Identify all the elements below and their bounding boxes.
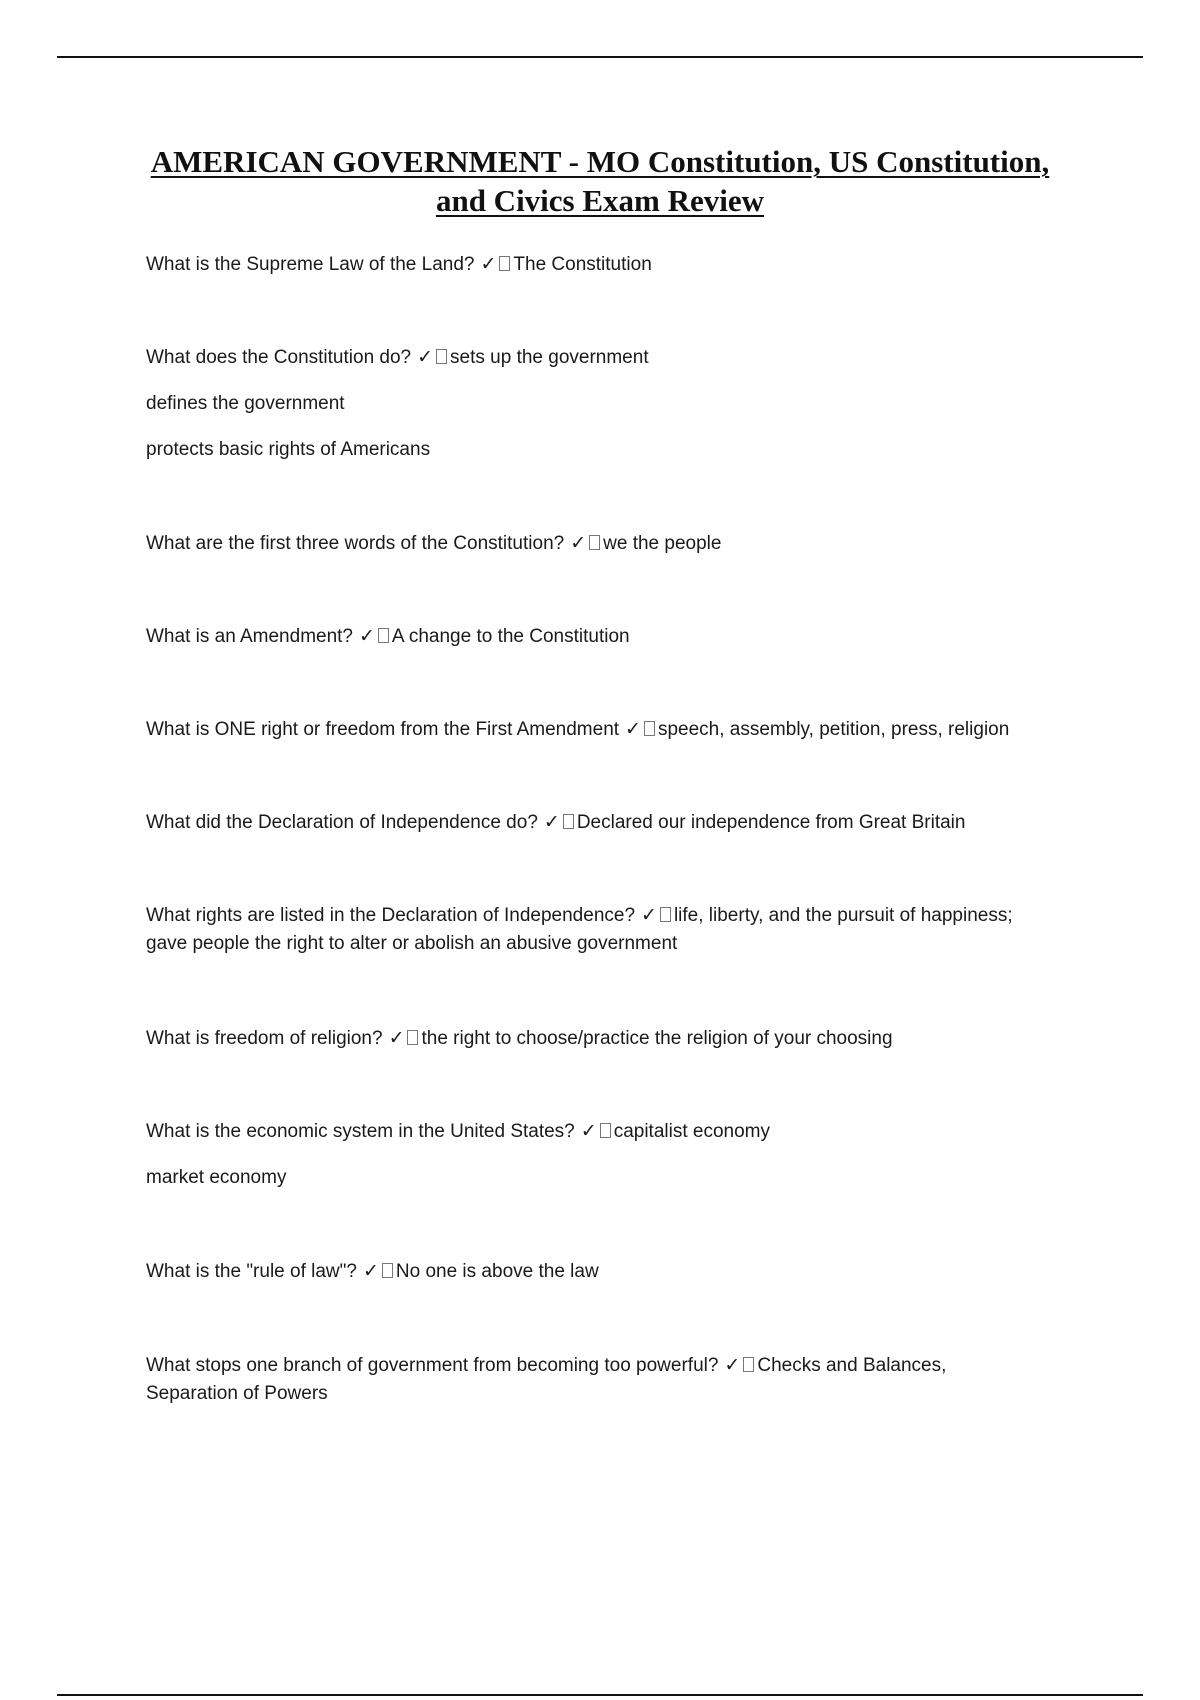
missing-glyph-box-icon <box>499 256 510 271</box>
qa-item <box>146 902 1106 958</box>
check-mark-icon: ✓ <box>641 905 657 926</box>
check-mark-icon: ✓ <box>417 347 434 368</box>
check-mark-icon: ✓ <box>388 1028 405 1049</box>
qa-item <box>146 1025 1106 1053</box>
missing-glyph-box-icon <box>660 907 671 922</box>
title-line-2: and Civics Exam Review <box>435 183 765 218</box>
missing-glyph-box-icon <box>644 721 655 736</box>
question-text: What does the Constitution do? <box>146 347 412 368</box>
answer-continuation: Separation of Powers <box>146 1383 328 1404</box>
missing-glyph-box-icon <box>378 628 389 643</box>
answer-text: No one is above the law <box>395 1261 599 1282</box>
qa-item <box>146 716 1106 744</box>
question-text: What are the first three words of the Constitution? <box>146 533 565 554</box>
qa-item <box>146 344 1106 464</box>
bottom-rule <box>57 1694 1143 1696</box>
missing-glyph-box-icon <box>743 1357 754 1372</box>
answer-extra-line: market economy <box>146 1167 287 1188</box>
check-mark-icon: ✓ <box>362 1261 379 1282</box>
question-text: What is an Amendment? <box>146 626 353 647</box>
question-text: What is freedom of religion? <box>146 1028 383 1049</box>
check-mark-icon: ✓ <box>359 626 375 647</box>
answer-text: capitalist economy <box>613 1121 770 1142</box>
qa-item <box>146 1258 1106 1286</box>
qa-item <box>146 251 1106 279</box>
answer-text: the right to choose/practice the religion of your choosing <box>421 1028 893 1049</box>
answer-continuation: gave people the right to alter or abolish an abusive government <box>146 933 678 954</box>
answer-text: The Constitution <box>513 254 652 275</box>
missing-glyph-box-icon <box>436 349 447 364</box>
missing-glyph-box-icon <box>382 1263 393 1278</box>
qa-item <box>146 1352 1106 1408</box>
answer-text: speech, assembly, petition, press, religion <box>657 719 1010 740</box>
answer-text: sets up the government <box>450 347 649 368</box>
missing-glyph-box-icon <box>407 1030 418 1045</box>
missing-glyph-box-icon <box>600 1123 611 1138</box>
answer-text: life, liberty, and the pursuit of happiness; <box>673 905 1013 926</box>
question-text: What is the Supreme Law of the Land? <box>146 254 475 275</box>
question-text: What is the economic system in the United States? <box>146 1121 575 1142</box>
check-mark-icon: ✓ <box>724 1355 741 1376</box>
answer-text: we the people <box>603 533 722 554</box>
question-text: What stops one branch of government from becoming too powerful? <box>146 1355 719 1376</box>
answer-text: Checks and Balances, <box>757 1355 947 1376</box>
check-mark-icon: ✓ <box>543 812 560 833</box>
answer-extra-line: defines the government <box>146 393 345 414</box>
question-text: What did the Declaration of Independence do? <box>146 812 538 833</box>
missing-glyph-box-icon <box>589 535 600 550</box>
qa-item <box>146 1118 1106 1192</box>
question-text: What is the "rule of law"? <box>146 1261 357 1282</box>
answer-text: A change to the Constitution <box>391 626 630 647</box>
check-mark-icon: ✓ <box>480 254 497 275</box>
check-mark-icon: ✓ <box>625 719 641 740</box>
qa-item <box>146 809 1106 837</box>
answer-extra-line: protects basic rights of Americans <box>146 439 431 460</box>
question-text: What rights are listed in the Declaration of Independence? <box>146 905 636 926</box>
question-text: What is ONE right or freedom from the First Amendment <box>146 719 620 740</box>
check-mark-icon: ✓ <box>580 1121 597 1142</box>
qa-item <box>146 530 1106 558</box>
answer-text: Declared our independence from Great Britain <box>576 812 966 833</box>
qa-item <box>146 623 1106 651</box>
check-mark-icon: ✓ <box>570 533 587 554</box>
title-line-1: AMERICAN GOVERNMENT - MO Constitution, US Constitution, <box>150 144 1050 179</box>
missing-glyph-box-icon <box>563 814 574 829</box>
